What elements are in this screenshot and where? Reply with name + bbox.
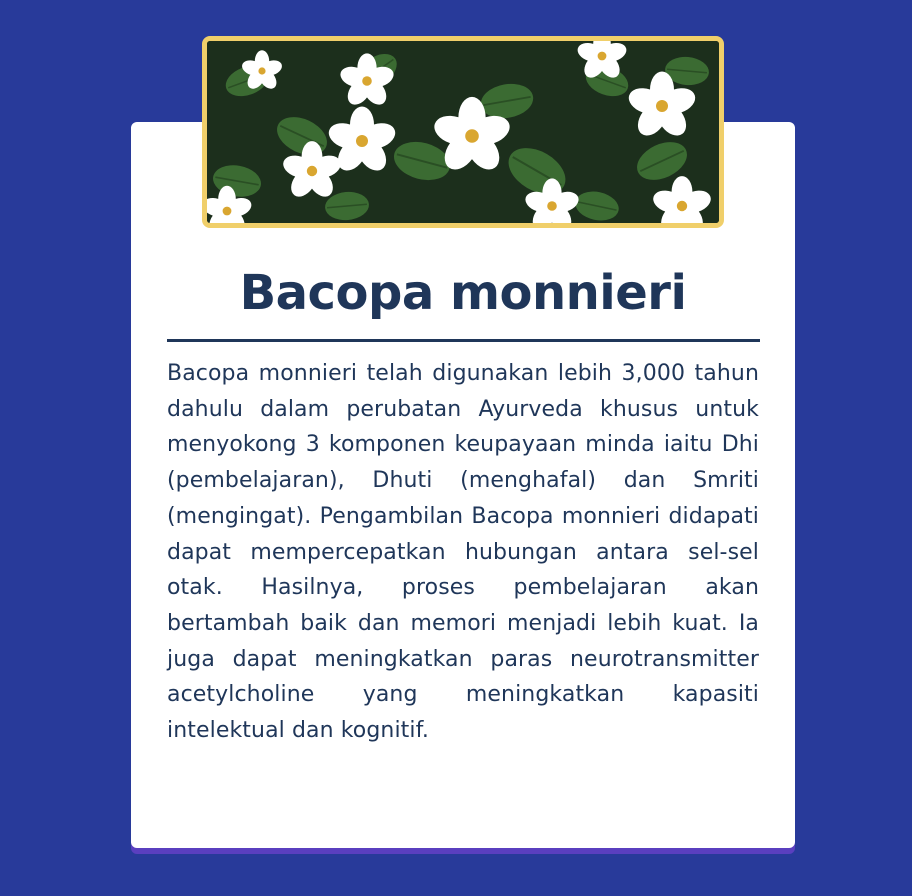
flower-illustration — [207, 41, 719, 223]
description-paragraph: Bacopa monnieri telah digunakan lebih 3,000 tahun dahulu dalam perubatan Ayurveda khusus untuk menyokong 3 komponen keupayaan minda iaitu Dhi (pembelajaran), Dhuti (menghafal) dan Smriti (mengingat). Pengambilan Bacopa monnieri didapati dapat mempercepatkan hubungan antara sel-sel otak. Hasilnya, proses pembelajaran akan bertambah baik dan memori menjadi lebih kuat. Ia juga dapat meningkatkan paras neurotransmitter acetylcholine yang meningkatkan kapasiti intelektual dan kognitif. — [167, 361, 759, 744]
page-title: Bacopa monnieri — [239, 265, 687, 321]
title-divider — [167, 339, 760, 342]
bacopa-flower-photo — [202, 36, 724, 228]
